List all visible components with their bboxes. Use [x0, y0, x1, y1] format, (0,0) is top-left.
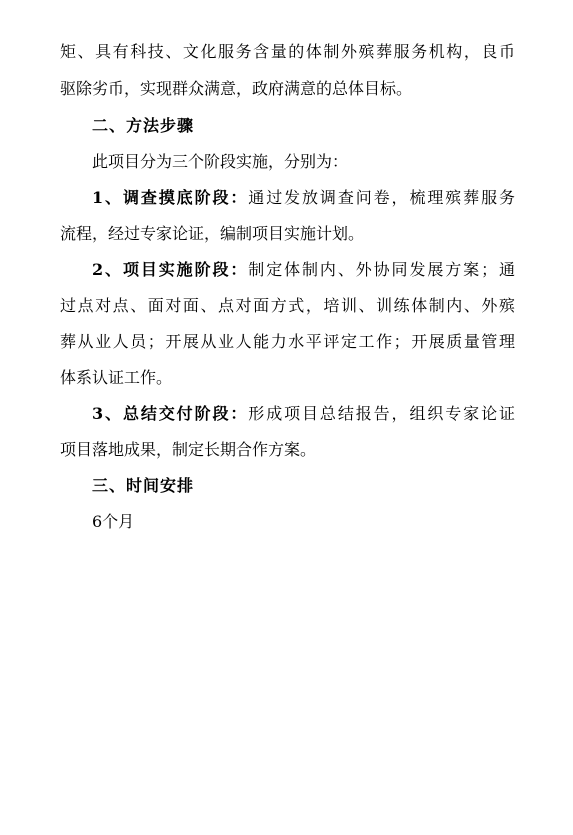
step1-line-1 — [92, 188, 515, 208]
intro-line-1: 矩、具有科技、文化服务含量的体制外殡葬服务机构，良币 — [60, 42, 515, 61]
step2-text-1: 制定体制内、外协同发展方案；通 — [248, 260, 515, 279]
intro-line-2: 驱除劣币，实现群众满意，政府满意的总体目标。 — [60, 79, 413, 98]
step1-line-2: 流程，经过专家论证，编制项目实施计划。 — [60, 224, 365, 243]
step2-label: 2、项目实施阶段： — [92, 260, 249, 279]
step3-line-1 — [92, 404, 515, 424]
step1-label: 1、调查摸底阶段： — [92, 188, 249, 207]
step3-line-2: 项目落地成果，制定长期合作方案。 — [60, 440, 317, 459]
step2-line-3: 葬从业人员；开展从业人能力水平评定工作；开展质量管理 — [60, 332, 515, 351]
step2-line-2: 过点对点、面对面、点对面方式，培训、训练体制内、外殡 — [60, 296, 515, 315]
section-heading-schedule: 三、时间安排 — [92, 476, 195, 495]
schedule-body: 6个月 — [92, 512, 135, 531]
step2-line-1 — [92, 260, 515, 280]
methods-intro: 此项目分为三个阶段实施，分别为： — [92, 152, 349, 171]
step2-line-4: 体系认证工作。 — [60, 368, 173, 387]
section-heading-methods: 二、方法步骤 — [92, 116, 195, 135]
step3-text-1: 形成项目总结报告，组织专家论证 — [248, 404, 515, 423]
step3-label: 3、总结交付阶段： — [92, 404, 249, 423]
step1-text-1: 通过发放调查问卷，梳理殡葬服务 — [248, 188, 515, 207]
